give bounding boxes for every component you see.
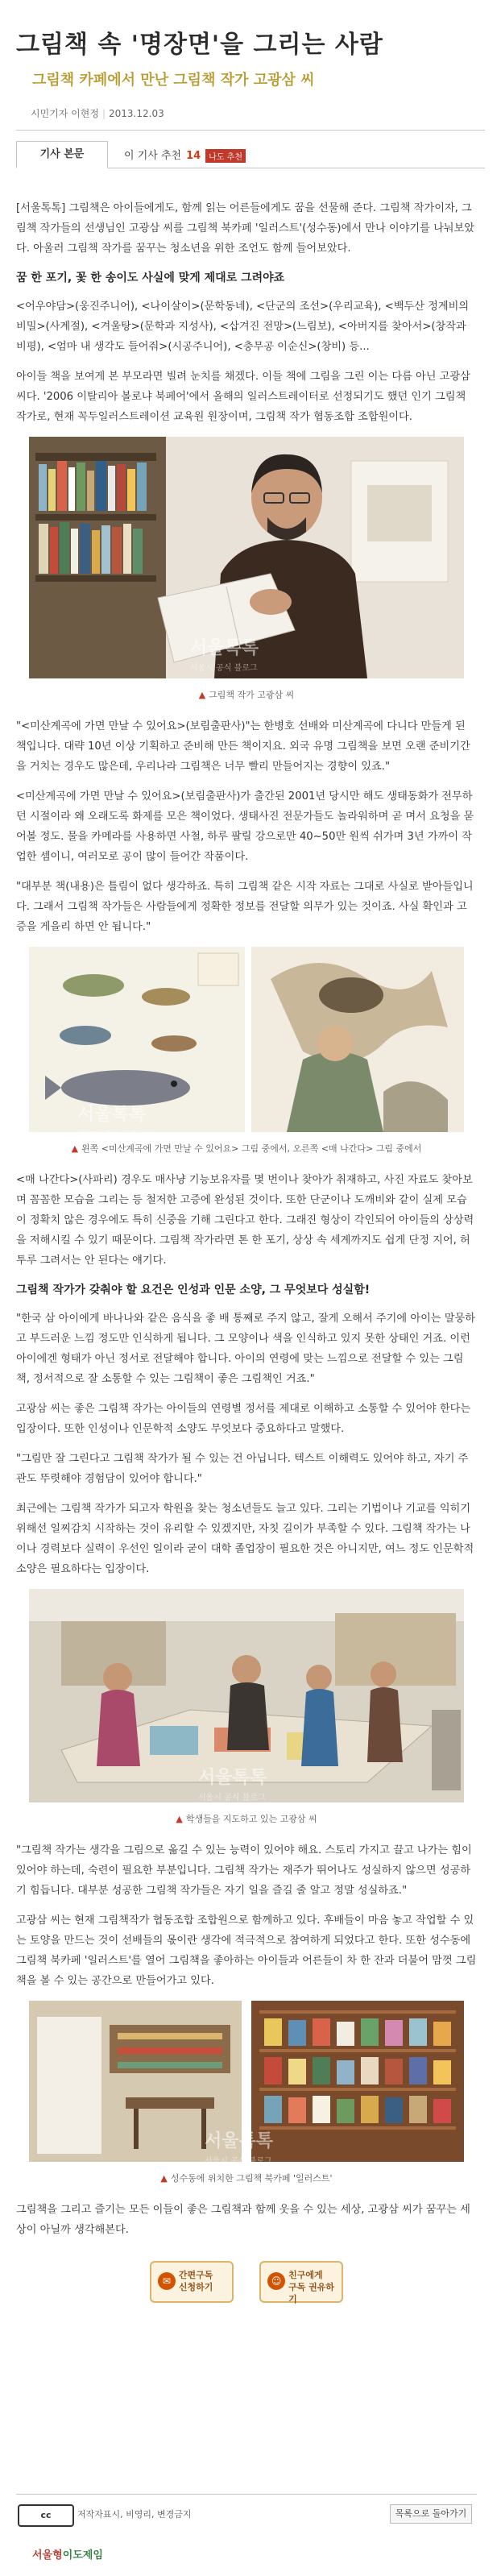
share-buttons xyxy=(16,2261,477,2310)
article-subtitle: 그림책 카페에서 만난 그림책 작가 고광삼 씨 xyxy=(32,72,315,89)
article-date: 2013.12.03 xyxy=(109,108,164,119)
paragraph: <미산계곡에 가면 만날 수 있어요>(보림출판사)가 출간된 2001년 당시만 해도 생태동화가 전무하던 시절이라 왜 오래도록 화제를 모은 책이었다. 생태사진 전문가들도 놀라워하며 곧 며서 요청을 묻어볼 정도. 물을 카메라를 사용하면 사철, 하루 팔릴 강으로만 40~50만 원씩 쉬가며 3년 가까이 작업한 셈이니, 여러모로 공이 많이 들어간 작품이다. xyxy=(16,790,474,863)
subscribe-label-2: 신청하기 xyxy=(178,2282,213,2292)
site-logo-part2: 이도제임 xyxy=(62,2549,103,2561)
subscribe-button[interactable] xyxy=(150,2261,234,2303)
site-logo-part1: 서울형 xyxy=(32,2549,63,2561)
article-tabs xyxy=(16,142,485,168)
watermark: 서울톡톡 서울시 공식 블로그 xyxy=(77,1104,147,1139)
paragraph: 고광삼 씨는 현재 그림책작가 협동조합 조합원으로 함께하고 있다. 후배들이 마음 놓고 작업할 수 있는 토양을 만드는 것이 선배들의 몫이란 생각에 적극적으로 참여하게 되었다고 한다. 또한 성수동에 그림책 북카페 '일러스트'를 열어 그림책을 좋아하는 아이들과 어른들이 차 한 잔과 더불어 맘껏 그림책을 볼 수 있는 공간으로 만들어가고 있다. xyxy=(16,1914,477,1987)
photo-classroom xyxy=(29,1589,464,1802)
article-author: 시민기자 이현정 xyxy=(31,108,99,119)
mail-icon: ✉ xyxy=(158,2272,176,2290)
paragraph: 고광삼 씨는 좋은 그림책 작가는 아이들의 연령별 정서를 제대로 이해하고 소통할 수 있어야 한다는 입장이다. 또한 인성이나 인문학적 소양도 무엇보다 중요하다고 말했다. xyxy=(16,1403,471,1435)
paragraph-quote: "그림만 잘 그린다고 그림책 작가가 될 수 있는 건 아닙니다. 텍스트 이해력도 있어야 하고, 자기 주관도 뚜렷해야 경험담이 있어야 합니다." xyxy=(16,1453,469,1485)
photo-caption-1: ▲ 그림책 작가 고광삼 씨 xyxy=(198,690,295,700)
recommend-friend-label-2: 구독 권유하기 xyxy=(288,2282,335,2304)
paragraph-closing: 그림책을 그리고 즐기는 모든 이들이 좋은 그림책과 함께 웃을 수 있는 세상, 고광삼 씨가 꿈꾸는 세상이 아닐까 생각해본다. xyxy=(16,2204,470,2236)
photo-illustrations xyxy=(29,947,464,1139)
article-title: 그림책 속 '명장면'을 그리는 사람 xyxy=(16,31,383,59)
paragraph: 아이들 책을 보여게 본 부모라면 빌려 눈치를 채겠다. 이들 책에 그림을 그린 이는 다름 아닌 고광삼 씨다. '2006 이탈리아 볼로냐 북페어'에서 올해의 일러스트레이터로 선정되기도 했던 인기 그림책 작가로, 현재 꼭두일러스트레이션 교육원 원장이며, 그림책 작가 협동조합 조합원이다. xyxy=(16,371,470,423)
recommend-button[interactable]: 나도 추천 xyxy=(205,149,246,163)
section-heading-2: 그림책 작가가 갖춰야 할 요건은 인성과 인문 소양, 그 무엇보다 성실함! xyxy=(16,1284,371,1296)
recommend-count: 14 xyxy=(186,150,201,162)
paragraph: 최근에는 그림책 작가가 되고자 학원을 찾는 청소년들도 늘고 있다. 그리는 기법이나 기교를 익히기 위해선 일찌감치 시작하는 것이 유리할 수 있겠지만, 자칫 길이가 부족할 수 있다. 그림책 작가는 나이나 경력보다 실력이 우선인 일이라 굳이 대학 졸업장이 필요한 것은 아니지만, 여느 정도 인문학적 소양은 필요하다는 입장이다. xyxy=(16,1503,474,1575)
watermark: 서울톡톡 서울시 공식 블로그 xyxy=(190,637,259,673)
paragraph-quote: "한국 삼 아이에게 바나나와 같은 음식을 좋 배 통째로 주지 않고, 잘게 오해서 주기에 아이는 말뭉하고 부드러운 느낌 정도만 인식하게 됩니다. 그 모양이나 색을 인식하고 있지 못한 상태인 거죠. 이런 아이에겐 형태가 아닌 정서로 전달해야 합니다. 아이의 연령에 맞는 느낌으로 전달할 수 있는 그림책, 정서적으로 잘 소통할 수 있는 그림책이 좋은 그림책인 거죠." xyxy=(16,1313,475,1385)
header-divider xyxy=(16,130,485,131)
article-header xyxy=(0,0,501,120)
paragraph-intro: [서울톡톡] 그림책은 아이들에게도, 함께 읽는 어른들에게도 꿈을 선물해 준다. 그림책 작가이자, 그림책 작가들의 선생님인 고광삼 씨를 그림책 북카페 '일러스트'(성수동)에서 만나 이야기를 나눠보았다. 아울러 그림책 작가를 꿈꾸는 청소년을 위한 조언도 함께 들어보았다. xyxy=(16,202,475,255)
article-meta xyxy=(31,106,485,120)
section-heading-1: 꿈 한 포기, 꽃 한 송이도 사실에 맞게 제대로 그려야죠 xyxy=(16,272,285,284)
license-text: 저작자표시, 비영리, 변경금지 xyxy=(77,2509,192,2520)
meta-separator: | xyxy=(101,108,106,119)
tab-article-body[interactable]: 기사 본문 xyxy=(16,141,108,168)
back-to-list-button[interactable]: 목록으로 돌아가기 xyxy=(390,2504,472,2524)
caption-bullet-icon: ▲ xyxy=(176,1814,183,1824)
recommend-area xyxy=(124,147,246,163)
photo-caption-3: ▲ 학생들을 지도하고 있는 고광삼 씨 xyxy=(176,1814,317,1824)
subscribe-label-1: 간편구독 xyxy=(178,2270,213,2280)
site-logo[interactable] xyxy=(32,2546,103,2561)
watermark: 서울톡톡 서울시 공식 블로그 xyxy=(205,2130,274,2166)
photo-author-portrait xyxy=(29,437,464,678)
paragraph-quote: "그림책 작가는 생각을 그림으로 옮길 수 있는 능력이 있어야 해요. 스토리 가지고 끌고 나가는 힘이 있어야 하는데, 숙련이 필요한 부분입니다. 그림책 작가는 재주가 뛰어나도 성실하지 않으면 성공하기 힘듭니다. 대부분 성공한 그림책 작가들은 자기 일을 즐길 줄 알고 정말 성실하죠." xyxy=(16,1844,472,1897)
article-body xyxy=(16,198,477,2310)
caption-bullet-icon: ▲ xyxy=(71,1143,79,1154)
paragraph: <매 나간다>(사파리) 경우도 매사냥 기능보유자를 몇 번이나 찾아가 취재하고, 사진 자료도 찾아보며 꼼꼼한 모습을 그리는 등 철저한 고증에 완성된 것이다. 또한 단군이나 도깨비와 같이 실제 모습이 정확치 않은 경우에도 특히 신중을 기해 그린다고 한다. 그래진 형상이 각인되어 아이들의 상상력을 저해시킬 수 있기 때문이다. 그림책 작가라면 톤 한 포기, 상상 속 세계까지도 쉽게 단정 지어, 허투루 그려서는 안 된다는 얘기다. xyxy=(16,1174,474,1267)
friend-icon: ☺ xyxy=(267,2272,285,2290)
caption-bullet-icon: ▲ xyxy=(160,2173,168,2184)
photo-caption-2: ▲ 왼쪽 <미산계곡에 가면 만날 수 있어요> 그림 중에서, 오른쪽 <매 나간다> 그림 중에서 xyxy=(71,1143,422,1154)
paragraph-book-list: <어우야담>(웅진주니어), <나이살이>(문학동네), <단군의 조선>(우리교육), <백두산 정계비의 비밀>(사계절), <겨울탕>(문학과 지성사), <삽겨진 전망>(느림보), <아버지를 찾아서>(창작과 비평), <엄마 내 생각도 들어줘>(시공주니어), <충무공 이순신>(창비) 등... xyxy=(16,301,470,353)
watermark: 서울톡톡 서울시 공식 블로그 xyxy=(198,1767,267,1802)
cc-license-icon: cc xyxy=(18,2504,74,2527)
paragraph-quote: "대부분 책(내용)은 틀림이 없다 생각하죠. 특히 그림책 같은 시작 자료는 그대로 사실로 받아들입니다. 그래서 그림책 작가들은 사람들에게 정확한 정보를 전달할 의무가 있는 것이죠. 사실 확인과 고증을 게을리 하면 안 됩니다." xyxy=(16,881,474,933)
recommend-friend-button[interactable] xyxy=(259,2261,343,2303)
recommend-label: 이 기사 추천 xyxy=(124,150,182,162)
recommend-friend-label-1: 친구에게 xyxy=(288,2270,323,2280)
article-footer xyxy=(16,2494,477,2527)
caption-bullet-icon: ▲ xyxy=(198,690,206,700)
paragraph-quote: "<미산계곡에 가면 만날 수 있어요>(보림출판사)"는 한병호 선배와 미산계곡에 다니다 만들게 된 책입니다. 대략 10년 이상 기획하고 준비해 만든 책이지요. 외국 유명 그림책을 보면 오랜 준비기간을 거치는 경우도 많은데, 우리나라 그림책은 너무 빨리 만들어지는 경향이 있죠." xyxy=(16,720,470,773)
photo-caption-4: ▲ 성수동에 위치한 그림책 북카페 '일러스트' xyxy=(160,2173,333,2184)
photo-bookcafe xyxy=(29,2001,464,2166)
